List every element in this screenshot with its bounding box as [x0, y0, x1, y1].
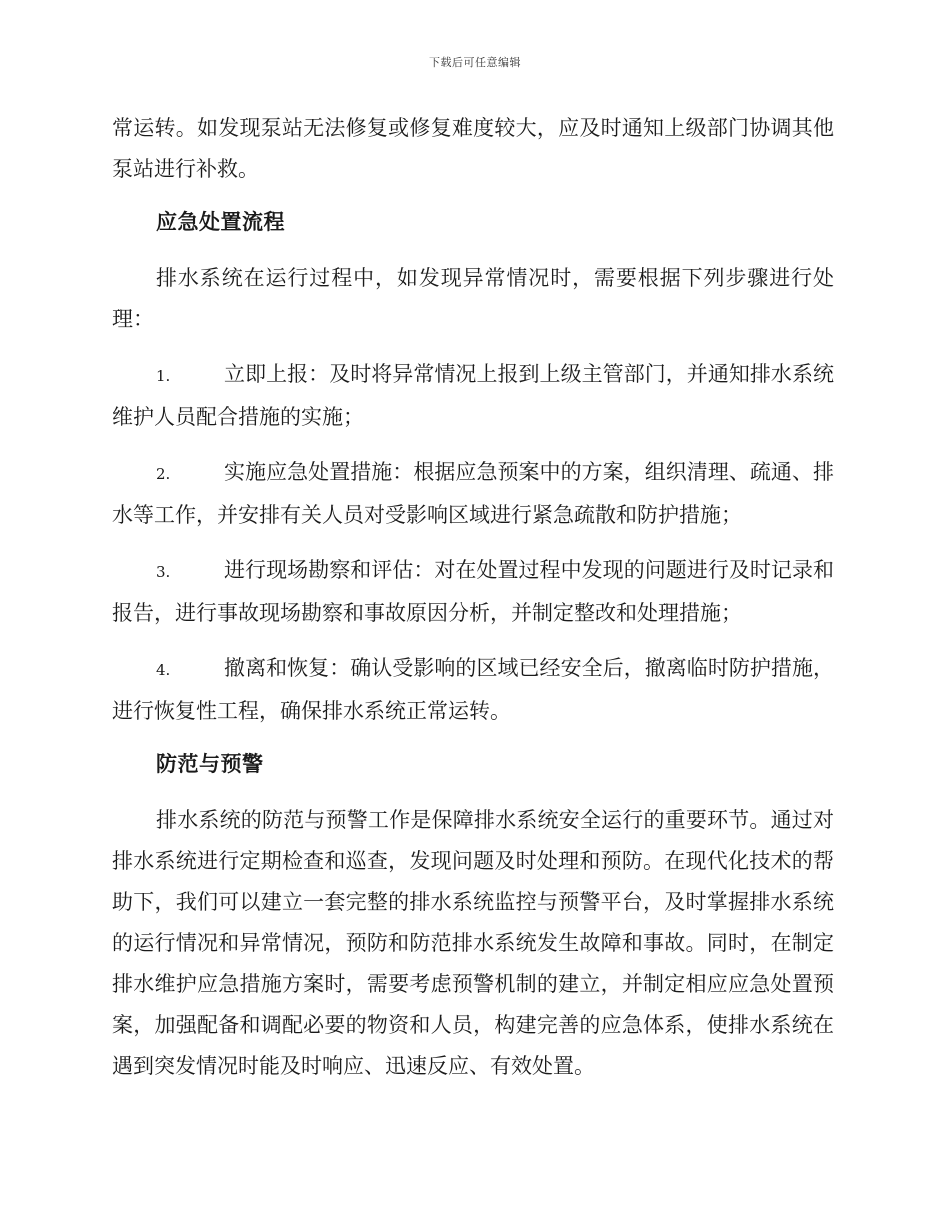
list-number: 1.	[156, 367, 171, 385]
list-item-2	[112, 452, 834, 536]
document-body	[112, 108, 834, 1087]
list-item-text: 实施应急处置措施：根据应急预案中的方案，组织清理、疏通、排水等工作，并安排有关人员对受影响区域进行紧急疏散和防护措施；	[112, 460, 834, 527]
section-heading-prevention-warning: 防范与预警	[156, 752, 264, 776]
header-note: 下载后可任意编辑	[429, 56, 521, 69]
list-item-text: 立即上报：及时将异常情况上报到上级主管部门，并通知排水系统维护人员配合措施的实施；	[112, 362, 834, 429]
section-paragraph-prevention-warning: 排水系统的防范与预警工作是保障排水系统安全运行的重要环节。通过对排水系统进行定期检查和巡查，发现问题及时处理和预防。在现代化技术的帮助下，我们可以建立一套完整的排水系统监控与预警平台，及时掌握排水系统的运行情况和异常情况，预防和防范排水系统发生故障和事故。同时，在制定排水维护应急措施方案时，需要考虑预警机制的建立，并制定相应应急处置预案，加强配备和调配必要的物资和人员，构建完善的应急体系，使排水系统在遇到突发情况时能及时响应、迅速反应、有效处置。	[112, 808, 834, 1078]
list-item-3	[112, 550, 834, 634]
list-number: 2.	[156, 465, 171, 483]
list-number: 4.	[156, 661, 171, 679]
section-paragraph-emergency-procedure: 排水系统在运行过程中，如发现异常情况时，需要根据下列步骤进行处理：	[112, 266, 834, 331]
list-number: 3.	[156, 563, 171, 581]
list-item-text: 进行现场勘察和评估：对在处置过程中发现的问题进行及时记录和报告，进行事故现场勘察和事故原因分析，并制定整改和处理措施；	[112, 558, 834, 625]
list-item-1	[112, 354, 834, 438]
section-heading-emergency-procedure: 应急处置流程	[156, 210, 285, 234]
list-item-4	[112, 648, 834, 732]
intro-paragraph: 常运转。如发现泵站无法修复或修复难度较大，应及时通知上级部门协调其他泵站进行补救。	[112, 116, 834, 181]
list-item-text: 撤离和恢复：确认受影响的区域已经安全后，撤离临时防护措施，进行恢复性工程，确保排水系统正常运转。	[112, 656, 834, 723]
